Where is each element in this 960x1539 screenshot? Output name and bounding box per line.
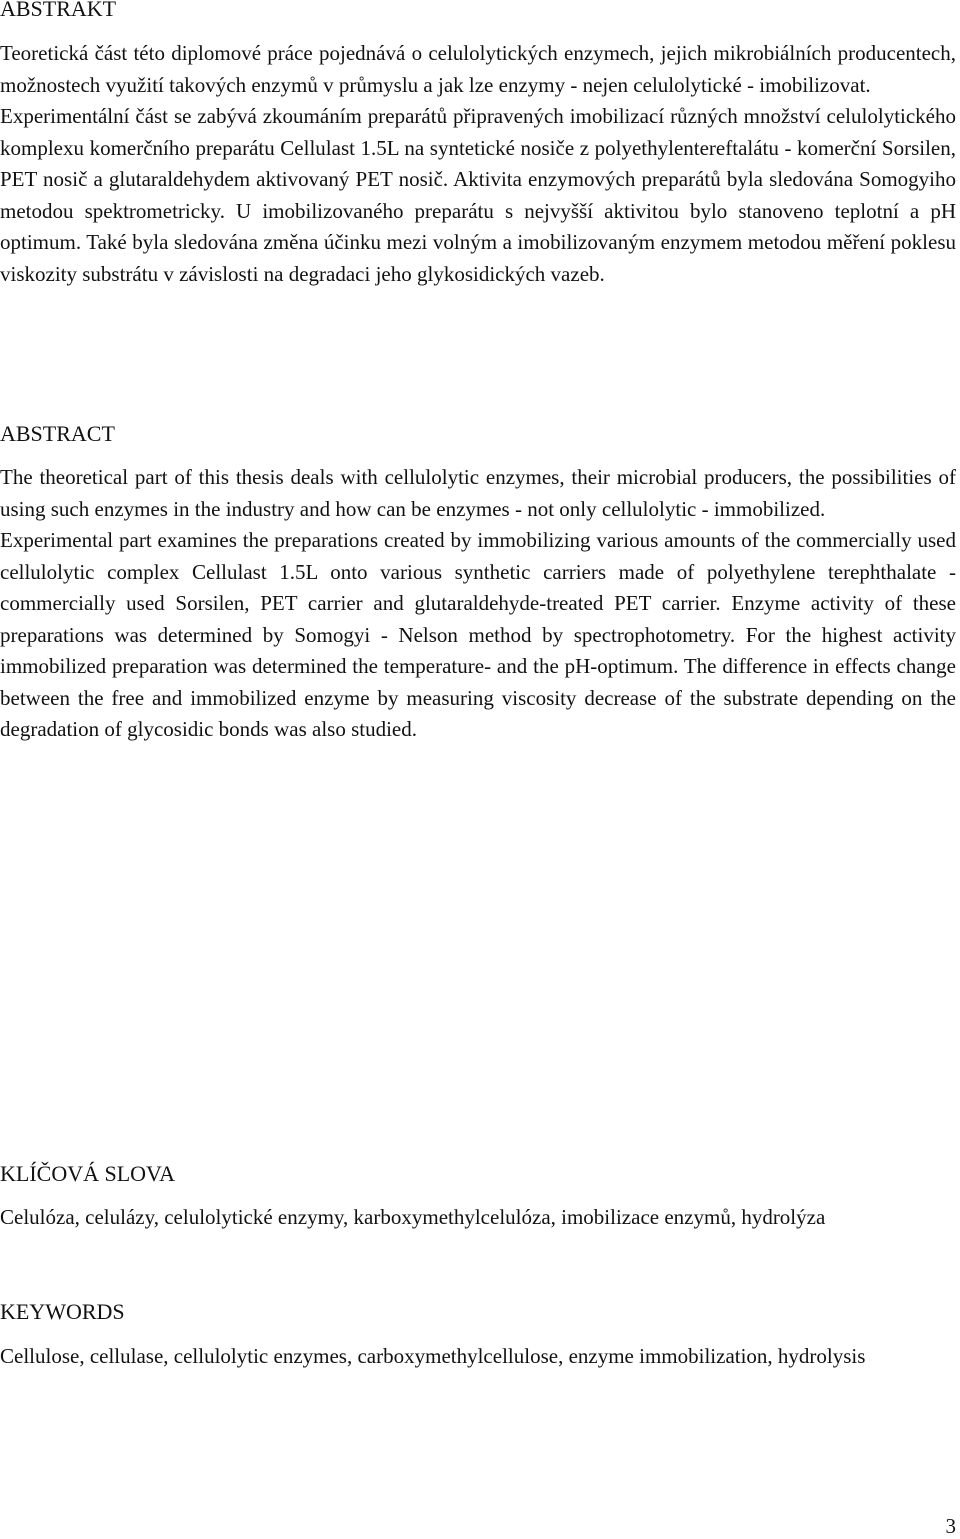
abstrakt-paragraph-theory: Teoretická část této diplomové práce pojednává o celulolytických enzymech, jejich mikrobiálních producentech, možnostech využití takových enzymů v průmyslu a jak lze enzymy - nejen celulolytické - imobilizovat. [0, 41, 956, 97]
klicova-slova-heading: KLÍČOVÁ SLOVA [0, 1161, 175, 1186]
abstrakt-body [0, 38, 956, 290]
abstrakt-heading: ABSTRAKT [0, 0, 117, 21]
abstract-paragraph-experiment: Experimental part examines the preparations created by immobilizing various amounts of the commercially used cellulolytic complex Cellulast 1.5L onto various synthetic carriers made of polyethylene terephthalate - commercially used Sorsilen, PET carrier and glutaraldehyde-treated PET carrier. Enzyme activity of these preparations was determined by Somogyi - Nelson method by spectrophotometry. For the highest activity immobilized preparation was determined the temperature- and the pH-optimum. The difference in effects change between the free and immobilized enzyme by measuring viscosity decrease of the substrate depending on the degradation of glycosidic bonds was also studied. [0, 528, 956, 741]
abstrakt-paragraph-experiment: Experimentální část se zabývá zkoumáním preparátů připravených imobilizací různých množství celulolytického komplexu komerčního preparátu Cellulast 1.5L na syntetické nosiče z polyethylentereftalátu - komerční Sorsilen, PET nosič a glutaraldehydem aktivovaný PET nosič. Aktivita enzymových preparátů byla sledována Somogyiho metodou spektrometricky. U imobilizovaného preparátu s nejvyšší aktivitou bylo stanoveno teplotní a pH optimum. Také byla sledována změna účinku mezi volným a imobilizovaným enzymem metodou měření poklesu viskozity substrátu v závislosti na degradaci jeho glykosidických vazeb. [0, 104, 956, 286]
keywords-heading: KEYWORDS [0, 1299, 125, 1324]
klicova-slova-body [0, 1202, 956, 1234]
abstract-body [0, 462, 956, 746]
page-number: 3 [945, 1514, 956, 1538]
keywords-body [0, 1341, 956, 1373]
klicova-slova-text: Celulóza, celulázy, celulolytické enzymy, karboxymethylcelulóza, imobilizace enzymů, hydrolýza [0, 1205, 826, 1229]
abstract-heading: ABSTRACT [0, 421, 115, 446]
abstract-paragraph-theory: The theoretical part of this thesis deals with cellulolytic enzymes, their microbial producers, the possibilities of using such enzymes in the industry and how can be enzymes - not only cellulolytic - immobilized. [0, 465, 956, 521]
keywords-text: Cellulose, cellulase, cellulolytic enzymes, carboxymethylcellulose, enzyme immobilization, hydrolysis [0, 1344, 866, 1368]
